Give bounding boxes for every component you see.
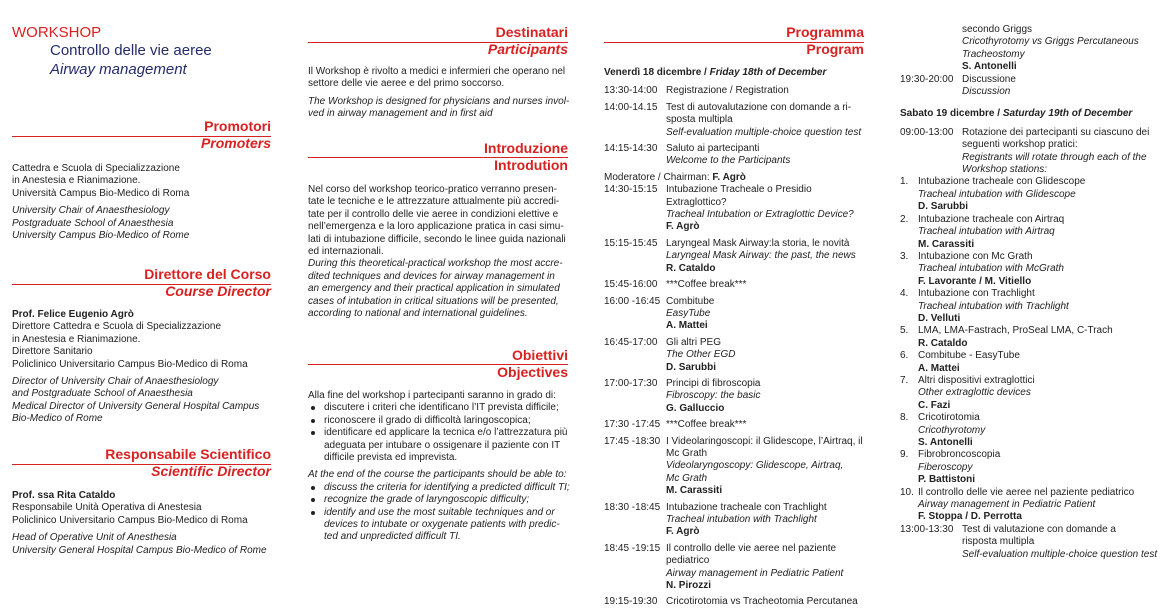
speaker-name: C. Fazi [918, 399, 951, 411]
scientific-director-name: Prof. ssa Rita Cataldo [12, 490, 116, 501]
schedule-row: 14:30-15:15 Intubazione Tracheale o Presidio Extraglottico? Tracheal Intubation or Extraglottic Device? F. Agrò [604, 184, 868, 234]
schedule-row: 18:45 -19:15 Il controllo delle vie aeree nel paziente pediatrico Airway management in Pediatric Patient N. Pirozzi [604, 543, 868, 593]
station-item: 10. Il controllo delle vie aeree nel paziente pediatrico Airway management in Pediatric Patient F. Stoppa / D. Perrotta [900, 487, 1162, 524]
speaker-name: N. Pirozzi [666, 580, 712, 592]
objectives-body: Alla fine del workshop i partecipanti saranno in grado di: discutere i criteri che identificano l’IT prevista difficile; riconoscere il grado di difficoltà laringoscopica; identificare ed applicare la tecnica e/o l’attrezzatura più adeguata per intubare o ossigenare il paziente con IT difficile prevista ed imprevista. At the end of the course the participants should be able to: discuss the criteria for identifying a predicted difficult TI; recognize the grade of laryngoscopic difficulty; identify and use the most suitable techniques and or devices to intubate or oxygenate patients with predic- ted and unpredicted difficult TI. [308, 390, 572, 544]
schedule-row: 17:45 -18:30 I Videolaringoscopi: il Glidescope, l’Airtraq, il Mc Grath Videolaryngoscopy: Glidescope, Airtraq, Mc Grath M. Carassiti [604, 436, 868, 498]
speaker-name: D. Sarubbi [666, 361, 717, 373]
speaker-name: M. Carassiti [918, 238, 975, 250]
station-item: 9. Fibrobroncoscopia Fiberoscopy P. Battistoni [900, 449, 1162, 486]
divider [12, 284, 271, 285]
speaker-name: F. Agrò [666, 526, 700, 538]
speaker-name: P. Battistoni [918, 474, 976, 486]
speaker-name: M. Carassiti [666, 485, 723, 497]
speaker-name: G. Galluccio [666, 402, 725, 414]
schedule-row: 15:45-16:00 ***Coffee break*** [604, 279, 747, 291]
station-item: 5. LMA, LMA-Fastrach, ProSeal LMA, C-Trach R. Cataldo [900, 325, 1162, 350]
speaker-name: R. Cataldo [918, 337, 968, 349]
schedule-row: 19:15-19:30 Cricotirotomia vs Tracheotomia Percutanea [604, 596, 858, 608]
station-item: 1. Intubazione tracheale con Glidescope Tracheal intubation with Glidescope D. Sarubbi [900, 176, 1162, 213]
speaker-name: R. Cataldo [666, 262, 716, 274]
station-item: 3. Intubazione con Mc Grath Tracheal intubation with McGrath F. Lavorante / M. Vitiello [900, 251, 1162, 288]
station-item: 6. Combitube - EasyTube A. Mattei [900, 350, 1162, 375]
participants-heading: Destinatari Participants [487, 24, 568, 57]
director-body: Prof. Felice Eugenio Agrò Direttore Cattedra e Scuola di Specializzazione in Anestesia e Rianimazione. Direttore Sanitario Policlinico Universitario Campus Bio-Medico di Roma Director of University Chair of Anaesthesiology and Postgraduate School of Anaesthesia Medical Director of University General Hospital Campus Bio-Medico of Rome [12, 309, 274, 426]
speaker-name: S. Antonelli [918, 437, 973, 448]
speaker-name: D. Velluti [918, 312, 961, 324]
participants-body: Il Workshop è rivolto a medici e infermieri che operano nel settore delle vie aeree e del primo soccorso. The Workshop is designed for physicians and nurses invol- ved in airway management and in first aid [308, 66, 570, 120]
schedule-row: 14:15-14:30 Saluto ai partecipanti Welcome to the Participants [604, 143, 791, 167]
promoters-body: Cattedra e Scuola di Specializzazione in Anestesia e Rianimazione. Università Campus Bio-Medico di Roma University Chair of Anaesthesiology Postgraduate School of Anaesthesia University Campus Bio-Medico of Rome [12, 163, 190, 242]
schedule-row: 13:00-13:30 Test di valutazione con domande a risposta multipla Self-evaluation multiple-choice question test [900, 523, 1158, 560]
program-day1 [604, 67, 868, 613]
objectives-heading: Obiettivi Objectives [497, 347, 568, 380]
divider [604, 42, 864, 43]
day2-heading: Sabato 19 dicembre / Saturday 19th of December [900, 108, 1133, 120]
station-item: 2. Intubazione tracheale con Airtraq Tracheal intubation with Airtraq M. Carassiti [900, 214, 1162, 251]
program-heading: Programma Program [786, 24, 864, 57]
divider [12, 136, 271, 137]
list-item: recognize the grade of laryngoscopic difficulty; [308, 494, 572, 506]
scientific-director-body: Prof. ssa Rita Cataldo Responsabile Unità Operativa di Anestesia Policlinico Universitario Campus Bio-Medico di Roma Head of Operative Unit of Anesthesia University General Hospital Campus Bio-Medico of Rome [12, 490, 274, 557]
introduction-heading: Introduzione Introdution [484, 140, 568, 173]
scientific-director-heading: Responsabile Scientifico Scientific Director [105, 446, 271, 479]
director-heading: Direttore del Corso Course Director [144, 266, 271, 299]
schedule-row: 16:45-17:00 Gli altri PEG The Other EGD D. Sarubbi [604, 337, 868, 374]
schedule-row: 17:30 -17:45 ***Coffee break*** [604, 419, 747, 431]
list-item: discutere i criteri che identificano l’IT prevista difficile; [308, 402, 572, 414]
workshop-label: WORKSHOP [12, 24, 102, 41]
list-item: identify and use the most suitable techniques and or devices to intubate or oxygenate patients with predic- ted and unpredicted difficult TI. [308, 507, 572, 544]
divider [308, 364, 568, 365]
list-item: identificare ed applicare la tecnica e/o l’attrezzatura più adeguata per intubare o ossigenare il paziente con IT difficile prevista ed imprevista. [308, 427, 572, 464]
workshop-title: Controllo delle vie aeree [50, 42, 212, 59]
day1-heading: Venerdì 18 dicembre / Friday 18th of December [604, 67, 827, 78]
schedule-row: 16:00 -16:45 Combitube EasyTube A. Mattei [604, 296, 868, 333]
station-item: 8. Cricotirotomia Cricothyrotomy S. Antonelli [900, 412, 1162, 449]
speaker-name: A. Mattei [918, 362, 960, 374]
schedule-row: 15:15-15:45 Laryngeal Mask Airway:la storia, le novità Laryngeal Mask Airway: the past, the news R. Cataldo [604, 238, 868, 275]
list-item: riconoscere il grado di difficoltà laringoscopica; [308, 415, 572, 427]
speaker-name: F. Lavorante / M. Vitiello [918, 275, 1032, 287]
schedule-continuation: secondo Griggs Cricothyrotomy vs Griggs Percutaneous Tracheostomy S. Antonelli [962, 24, 1139, 73]
schedule-row: 18:30 -18:45 Intubazione tracheale con Trachlight Tracheal intubation with Trachlight F. Agrò [604, 502, 868, 539]
schedule-row: 13:30-14:00 Registrazione / Registration [604, 85, 789, 97]
schedule-row: 14:00-14.15 Test di autovalutazione con domande a ri- sposta multipla Self-evaluation multiple-choice question test [604, 101, 862, 138]
moderator-line: Moderatore / Chairman: F. Agrò [604, 171, 746, 183]
speaker-name: A. Mattei [666, 320, 708, 332]
divider [308, 157, 568, 158]
director-name: Prof. Felice Eugenio Agrò [12, 309, 134, 320]
speaker-name: F. Stoppa / D. Perrotta [918, 511, 1022, 523]
schedule-row: 17:00-17:30 Principi di fibroscopia Fibroscopy: the basic G. Galluccio [604, 378, 868, 415]
speaker-name: D. Sarubbi [918, 201, 969, 213]
speaker-name: F. Agrò [666, 221, 700, 233]
program-day2 [900, 24, 1162, 561]
list-item: discuss the criteria for identifying a predicted difficult TI; [308, 482, 572, 494]
promoters-heading: Promotori Promoters [200, 118, 271, 151]
station-item: 7. Altri dispositivi extraglottici Other extraglottic devices C. Fazi [900, 375, 1162, 412]
schedule-row: 19:30-20:00 Discussione Discussion [900, 73, 1016, 98]
station-item: 4. Intubazione con Trachlight Tracheal intubation with Trachlight D. Velluti [900, 288, 1162, 325]
divider [12, 464, 271, 465]
schedule-row: 09:00-13:00 Rotazione dei partecipanti su ciascuno dei seguenti workshop pratici: Registrants will rotate through each of the Workshop stations: [900, 126, 1150, 176]
workshop-title-en: Airway management [50, 61, 187, 78]
introduction-body: Nel corso del workshop teorico-pratico verranno presen- tate le tecniche e le attrezzature attualmente più accredi- tate per il controllo delle vie aeree in condizioni elettive e nell’emergenza e la loro applicazione pratica in casi simu- lati di intubazione difficile, secondo le linee guida nazionali ed internazionali. During this theoretical-practical workshop the most accre- dited techniques and devices for airway management in an emergency and their practical application in simulated cases of intubation in critical situations will be presented, according to national and international guidelines. [308, 184, 566, 320]
divider [308, 42, 568, 43]
